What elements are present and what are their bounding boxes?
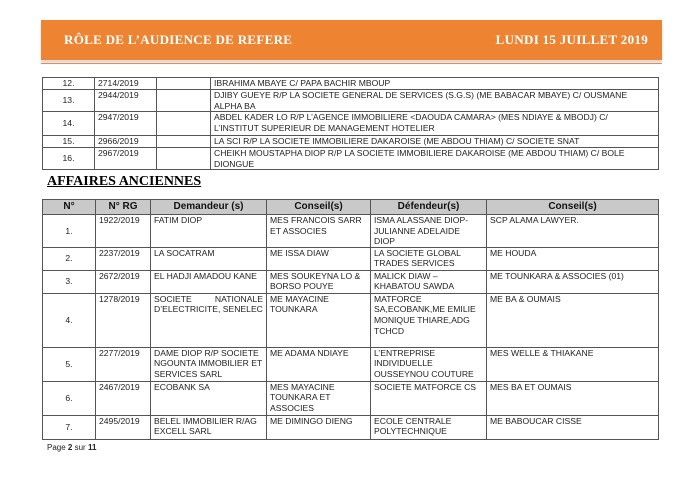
case-number: 7. bbox=[43, 415, 96, 439]
blank-cell bbox=[157, 90, 211, 112]
page-label: Page bbox=[47, 443, 66, 452]
rg-number: 1278/2019 bbox=[96, 293, 151, 347]
defendant-cell: MATFORCE SA,ECOBANK,ME EMILIE MONIQUE THIARE,ADG TCHCD bbox=[371, 293, 487, 347]
defendant-cell: SOCIETE MATFORCE CS bbox=[371, 381, 487, 415]
case-number: 3. bbox=[43, 270, 96, 293]
plaintiff-counsel-cell: ME ADAMA NDIAYE bbox=[267, 347, 371, 381]
plaintiff-counsel-cell: ME MAYACINE TOUNKARA bbox=[267, 293, 371, 347]
hearing-date: LUNDI 15 JUILLET 2019 bbox=[495, 32, 648, 47]
plaintiff-cell: EL HADJI AMADOU KANE bbox=[151, 270, 267, 293]
case-number: 2. bbox=[43, 247, 96, 270]
case-number: 16. bbox=[43, 148, 95, 170]
table-row bbox=[43, 415, 659, 439]
parties-cell: CHEIKH MOUSTAPHA DIOP R/P LA SOCIETE IMMOBILIERE DAKAROISE (ME ABDOU THIAM) C/ BOLE DIONGUE bbox=[211, 148, 659, 170]
plaintiff-cell: BELEL IMMOBILIER R/AG EXCELL SARL bbox=[151, 415, 267, 439]
rg-number: 2467/2019 bbox=[96, 381, 151, 415]
case-number: 14. bbox=[43, 112, 95, 136]
table-row bbox=[43, 247, 659, 270]
rg-number: 2967/2019 bbox=[95, 148, 157, 170]
case-number: 1. bbox=[43, 215, 96, 248]
rg-number: 2714/2019 bbox=[95, 78, 157, 90]
defendant-cell: MALICK DIAW – KHABATOU SAWDA bbox=[371, 270, 487, 293]
header-cell: N° bbox=[43, 200, 96, 215]
page-footer bbox=[47, 443, 96, 452]
plaintiff-cell: ECOBANK SA bbox=[151, 381, 267, 415]
header-cell: Conseil(s) bbox=[267, 200, 371, 215]
defendant-counsel-cell: MES BA ET OUMAIS bbox=[487, 381, 659, 415]
blank-cell bbox=[157, 136, 211, 148]
rg-number: 2277/2019 bbox=[96, 347, 151, 381]
table-row bbox=[43, 347, 659, 381]
plaintiff-counsel-cell: ME DIMINGO DIENG bbox=[267, 415, 371, 439]
header-cell: N° RG bbox=[96, 200, 151, 215]
document-title: RÔLE DE L’AUDIENCE DE REFERE bbox=[64, 32, 293, 47]
defendant-counsel-cell: ME TOUNKARA & ASSOCIES (01) bbox=[487, 270, 659, 293]
cases-table-old-body bbox=[43, 215, 659, 440]
defendant-counsel-cell: ME BABOUCAR CISSE bbox=[487, 415, 659, 439]
table-row bbox=[43, 293, 659, 347]
plaintiff-cell: LA SOCATRAM bbox=[151, 247, 267, 270]
table-row bbox=[43, 270, 659, 293]
rg-number: 2947/2019 bbox=[95, 112, 157, 136]
case-number: 6. bbox=[43, 381, 96, 415]
plaintiff-cell: FATIM DIOP bbox=[151, 215, 267, 248]
defendant-cell: ECOLE CENTRALE POLYTECHNIQUE bbox=[371, 415, 487, 439]
blank-cell bbox=[157, 148, 211, 170]
table-row bbox=[43, 78, 659, 90]
plaintiff-counsel-cell: MES SOUKEYNA LO & BORSO POUYE bbox=[267, 270, 371, 293]
plaintiff-cell: SOCIETE NATIONALE D’ELECTRICITE, SENELEC bbox=[151, 293, 267, 347]
table-row bbox=[43, 136, 659, 148]
parties-cell: LA SCI R/P LA SOCIETE IMMOBILIERE DAKAROISE (ME ABDOU THIAM) C/ SOCIETE SNAT bbox=[211, 136, 659, 148]
defendant-cell: L’ENTREPRISE INDIVIDUELLE OUSSEYNOU COUTURE bbox=[371, 347, 487, 381]
table-header-row bbox=[43, 200, 659, 215]
header-cell: Demandeur (s) bbox=[151, 200, 267, 215]
rg-number: 2966/2019 bbox=[95, 136, 157, 148]
blank-cell bbox=[157, 112, 211, 136]
case-number: 5. bbox=[43, 347, 96, 381]
defendant-cell: LA SOCIETE GLOBAL TRADES SERVICES bbox=[371, 247, 487, 270]
page-total: 11 bbox=[87, 443, 97, 452]
defendant-cell: ISMA ALASSANE DIOP-JULIANNE ADELAIDE DIOP bbox=[371, 215, 487, 248]
table-row bbox=[43, 381, 659, 415]
header-cell: Conseil(s) bbox=[487, 200, 659, 215]
rg-number: 2495/2019 bbox=[96, 415, 151, 439]
rg-number: 2672/2019 bbox=[96, 270, 151, 293]
section-title: AFFAIRES ANCIENNES bbox=[47, 174, 202, 189]
blank-cell bbox=[157, 78, 211, 90]
header-divider bbox=[41, 63, 662, 64]
rg-number: 2944/2019 bbox=[95, 90, 157, 112]
page-of-label: sur bbox=[74, 443, 86, 452]
plaintiff-counsel-cell: MES FRANCOIS SARR ET ASSOCIES bbox=[267, 215, 371, 248]
plaintiff-cell: DAME DIOP R/P SOCIETE NGOUNTA IMMOBILIER ET SERVICES SARL bbox=[151, 347, 267, 381]
plaintiff-counsel-cell: MES MAYACINE TOUNKARA ET ASSOCIES bbox=[267, 381, 371, 415]
defendant-counsel-cell: ME BA & OUMAIS bbox=[487, 293, 659, 347]
parties-cell: DJIBY GUEYE R/P LA SOCIETE GENERAL DE SERVICES (S.G.S) (ME BABACAR MBAYE) C/ OUSMANE ALPHA BA bbox=[211, 90, 659, 112]
case-number: 4. bbox=[43, 293, 96, 347]
table-row bbox=[43, 148, 659, 170]
cases-table-new bbox=[42, 77, 659, 170]
parties-cell: ABDEL KADER LO R/P L’AGENCE IMMOBILIERE <DAOUDA CAMARA> (MES NDIAYE & MBODJ) C/ L’INSTITUT SUPERIEUR DE MANAGEMENT HOTELIER bbox=[211, 112, 659, 136]
case-number: 12. bbox=[43, 78, 95, 90]
table-row bbox=[43, 112, 659, 136]
table-row bbox=[43, 215, 659, 248]
plaintiff-counsel-cell: ME ISSA DIAW bbox=[267, 247, 371, 270]
defendant-counsel-cell: SCP ALAMA LAWYER. bbox=[487, 215, 659, 248]
rg-number: 1922/2019 bbox=[96, 215, 151, 248]
case-number: 15. bbox=[43, 136, 95, 148]
cases-table-old bbox=[42, 199, 659, 440]
rg-number: 2237/2019 bbox=[96, 247, 151, 270]
page-number: 2 bbox=[67, 443, 73, 452]
defendant-counsel-cell: MES WELLE & THIAKANE bbox=[487, 347, 659, 381]
defendant-counsel-cell: ME HOUDA bbox=[487, 247, 659, 270]
cases-table-new-body bbox=[43, 78, 659, 170]
table-row bbox=[43, 90, 659, 112]
case-number: 13. bbox=[43, 90, 95, 112]
header-banner bbox=[41, 20, 662, 60]
parties-cell: IBRAHIMA MBAYE C/ PAPA BACHIR MBOUP bbox=[211, 78, 659, 90]
header-cell: Défendeur(s) bbox=[371, 200, 487, 215]
